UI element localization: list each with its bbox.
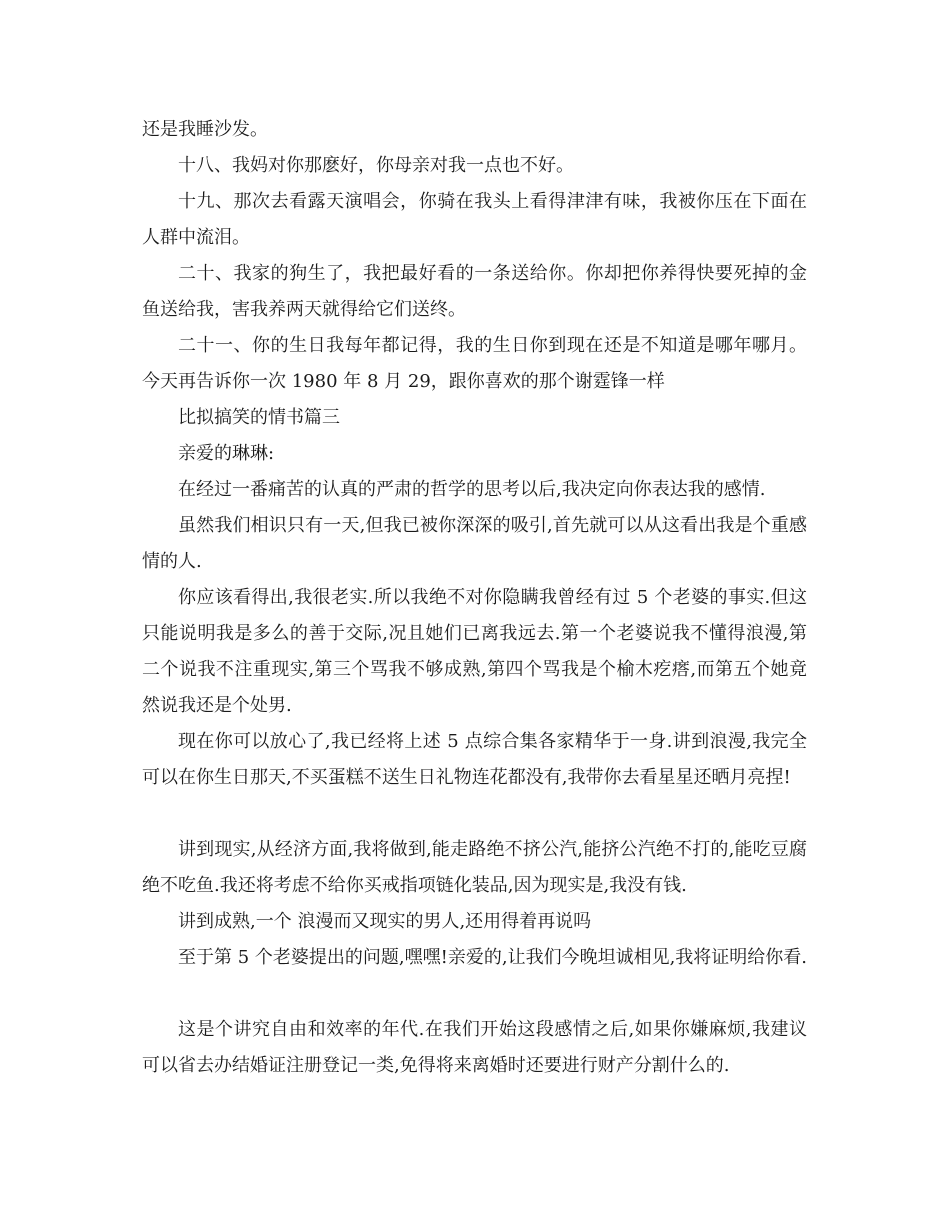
letter-paragraph: 现在你可以放心了,我已经将上述 5 点综合集各家精华于一身.讲到浪漫,我完全可以在你生日那天,不买蛋糕不送生日礼物连花都没有,我带你去看星星还晒月亮捏! [142, 731, 807, 788]
paragraph-item-21: 二十一、你的生日我每年都记得，我的生日你到现在还是不知道是哪年哪月。今天再告诉你一次 1980 年 8 月 29，跟你喜欢的那个谢霆锋一样 [142, 335, 807, 392]
letter-paragraph: 在经过一番痛苦的认真的严肃的哲学的思考以后,我决定向你表达我的感情. [178, 479, 766, 500]
letter-paragraph: 讲到现实,从经济方面,我将做到,能走路绝不挤公汽,能挤公汽绝不打的,能吃豆腐绝不吃鱼.我还将考虑不给你买戒指项链化装品,因为现实是,我没有钱. [142, 839, 807, 896]
letter-paragraph: 你应该看得出,我很老实.所以我绝不对你隐瞒我曾经有过 5 个老婆的事实.但这只能说明我是多么的善于交际,况且她们已离我远去.第一个老婆说我不懂得浪漫,第二个说我不注重现实,第三个骂我不够成熟,第四个骂我是个榆木疙瘩,而第五个她竟然说我还是个处男. [142, 587, 807, 716]
letter-salutation: 亲爱的琳琳: [178, 443, 275, 464]
letter-paragraph: 至于第 5 个老婆提出的问题,嘿嘿!亲爱的,让我们今晚坦诚相见,我将证明给你看. [178, 947, 808, 968]
paragraph-item-18: 十八、我妈对你那麽好，你母亲对我一点也不好。 [178, 155, 574, 176]
letter-paragraph: 这是个讲究自由和效率的年代.在我们开始这段感情之后,如果你嫌麻烦,我建议可以省去办结婚证注册登记一类,免得将来离婚时还要进行财产分割什么的. [142, 1019, 807, 1076]
letter-paragraph: 虽然我们相识只有一天,但我已被你深深的吸引,首先就可以从这看出我是个重感情的人. [142, 515, 807, 572]
section-heading: 比拟搞笑的情书篇三 [178, 407, 340, 428]
paragraph-item-19: 十九、那次去看露天演唱会，你骑在我头上看得津津有味，我被你压在下面在人群中流泪。 [142, 191, 807, 248]
paragraph-item-20: 二十、我家的狗生了，我把最好看的一条送给你。你却把你养得快要死掉的金鱼送给我，害我养两天就得给它们送终。 [142, 263, 807, 320]
paragraph-continuation: 还是我睡沙发。 [142, 119, 268, 140]
letter-paragraph: 讲到成熟,一个 浪漫而又现实的男人,还用得着再说吗 [178, 911, 592, 932]
